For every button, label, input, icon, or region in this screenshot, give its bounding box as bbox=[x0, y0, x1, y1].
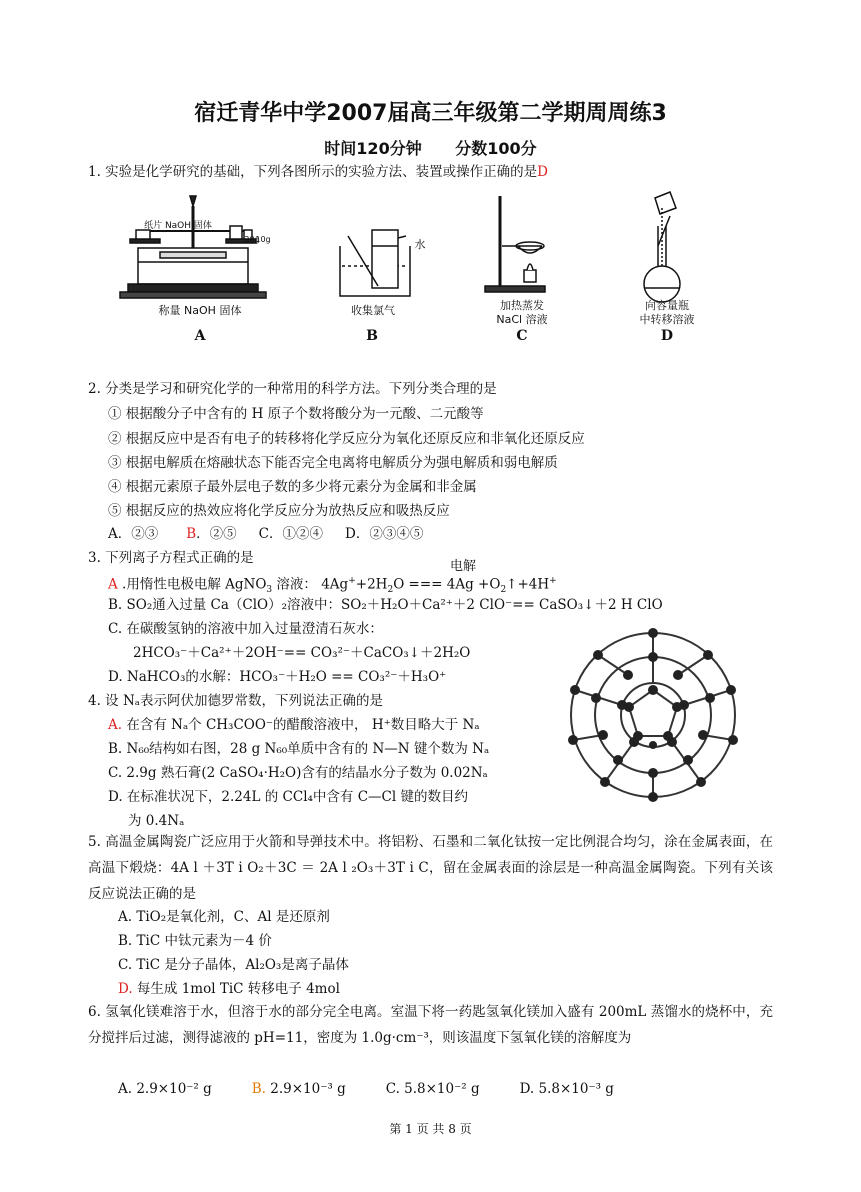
gas-collection-figure bbox=[340, 230, 410, 296]
q5-opt-d-text: 每生成 1mol TiC 转移电子 4mol bbox=[132, 981, 340, 997]
q4-opt-a bbox=[108, 716, 480, 734]
q3-stem: 3. 下列离子方程式正确的是 bbox=[88, 550, 254, 566]
q2-item-2: ② 根据反应中是否有电子的转移将化学反应分为氧化还原反应和非氧化还原反应 bbox=[108, 431, 585, 447]
q2-opt-d: D．②③④⑤ bbox=[345, 526, 424, 542]
q1-stem-text: 1. 实验是化学研究的基础，下列各图所示的实验方法、装置或操作正确的是 bbox=[88, 164, 538, 180]
fullerene-structure-figure bbox=[558, 620, 748, 810]
q2-opt-b: ．②⑤ bbox=[196, 526, 237, 542]
q4-opt-a-text: 在含有 Nₐ个 CH₃COO⁻的醋酸溶液中， H⁺数目略大于 Nₐ bbox=[122, 717, 480, 733]
q2-item-1: ① 根据酸分子中含有的 H 原子个数将酸分为一元酸、二元酸等 bbox=[108, 406, 484, 422]
q4-opt-a-letter: A. bbox=[108, 717, 123, 733]
fig-c-caption2: NaCl 溶液 bbox=[496, 313, 548, 326]
fig-letter-c: C bbox=[516, 328, 528, 344]
q5-opt-b: B. TiC 中钛元素为－4 价 bbox=[118, 933, 272, 949]
page-title: 宿迁青华中学2007届高三年级第二学期周周练3 bbox=[194, 101, 667, 126]
q3-opt-b: B. SO₂通入过量 Ca（ClO）₂溶液中：SO₂＋H₂O＋Ca²⁺＋2 ClO⁻== CaSO₃↓＋2 H ClO bbox=[108, 597, 663, 613]
balance-figure bbox=[120, 196, 266, 298]
q3-electrolysis-label: 电解 bbox=[450, 559, 477, 574]
q5-opt-a: A. TiO₂是氧化剂，C、Al 是还原剂 bbox=[118, 909, 330, 925]
exam-time: 时间120分钟 bbox=[324, 139, 422, 158]
q2-opt-c: C．①②④ bbox=[258, 526, 324, 542]
q2-item-3: ③ 根据电解质在熔融状态下能否完全电离将电解质分为强电解质和弱电解质 bbox=[108, 455, 558, 471]
fig-a-weight2: 10g bbox=[255, 235, 271, 244]
fig-letter-b: B bbox=[366, 328, 378, 344]
fig-letter-d: D bbox=[660, 328, 674, 344]
q2-opt-a: A．②③ bbox=[108, 526, 159, 542]
q2-stem: 2. 分类是学习和研究化学的一种常用的科学方法。下列分类合理的是 bbox=[88, 381, 497, 397]
page-subtitle bbox=[0, 136, 861, 159]
q6-opt-c: C. 5.8×10⁻² g bbox=[385, 1081, 480, 1097]
q6-options bbox=[118, 1080, 614, 1098]
fig-b-water-label: 水 bbox=[414, 238, 426, 251]
fig-letter-a: A bbox=[194, 328, 206, 344]
q3-opt-a-letter: A bbox=[108, 576, 118, 593]
q4-opt-b: B. N₆₀结构如右图，28 g N₆₀单质中含有的 N—N 键个数为 Nₐ bbox=[108, 741, 490, 757]
fig-a-top-label: 纸片 NaOH 固体 bbox=[144, 221, 212, 231]
fig-d-caption2: 中转移溶液 bbox=[639, 313, 695, 326]
fig-a-caption: 称量 NaOH 固体 bbox=[158, 304, 242, 317]
fig-b-caption: 收集氯气 bbox=[351, 304, 395, 317]
q1-answer: D bbox=[537, 164, 548, 180]
q2-item-4: ④ 根据元素原子最外层电子数的多少将元素分为金属和非金属 bbox=[108, 479, 477, 495]
q2-opt-b-letter: B bbox=[186, 526, 197, 542]
q1-stem bbox=[88, 163, 548, 181]
q6-opt-d: D. 5.8×10⁻³ g bbox=[519, 1081, 614, 1097]
q3-opt-d: D. NaHCO₃的水解：HCO₃⁻＋H₂O == CO₃²⁻＋H₃O⁺ bbox=[108, 669, 447, 685]
fig-c-caption1: 加热蒸发 bbox=[500, 299, 544, 312]
page-footer: 第 1 页 共 8 页 bbox=[389, 1122, 472, 1136]
q6-opt-a: A. 2.9×10⁻² g bbox=[118, 1081, 212, 1097]
fig-a-weight1: 20g bbox=[244, 235, 260, 244]
q5-opt-d bbox=[118, 980, 340, 998]
q4-stem: 4. 设 Nₐ表示阿伏加德罗常数，下列说法正确的是 bbox=[88, 693, 383, 709]
q2-options bbox=[108, 525, 423, 543]
evaporation-figure bbox=[485, 196, 545, 292]
q6-paragraph: 6. 氢氧化镁难溶于水，但溶于水的部分完全电离。室温下将一药匙氢氧化镁加入盛有 200mL 蒸馏水的烧杯中，充分搅拌后过滤，测得滤液的 pH=11，密度为 1.0g·cm⁻³，则该温度下氢氧化镁的溶解度为 bbox=[88, 1004, 773, 1046]
q3-opt-c-line1: C. 在碳酸氢钠的溶液中加入过量澄清石灰水： bbox=[108, 621, 383, 637]
q4-opt-d-line2: 为 0.4Nₐ bbox=[128, 813, 185, 829]
q4-opt-d-line1: D. 在标准状况下，2.24L 的 CCl₄中含有 C—Cl 键的数目约 bbox=[108, 789, 468, 805]
exam-score: 分数100分 bbox=[455, 139, 537, 158]
q3-opt-c-line2: 2HCO₃⁻＋Ca²⁺＋2OH⁻== CO₃²⁻＋CaCO₃↓＋2H₂O bbox=[133, 645, 471, 661]
q6-opt-b-letter: B. bbox=[251, 1081, 266, 1097]
volumetric-flask-figure bbox=[644, 192, 680, 302]
q3-opt-a: A .用惰性电极电解 AgNO$_3$ 溶液： $4Ag^++2H_2O$ === $4Ag +O_2↑+4H^+$ bbox=[108, 576, 557, 596]
q5-opt-d-letter: D. bbox=[118, 981, 133, 997]
q2-item-5: ⑤ 根据反应的热效应将化学反应分为放热反应和吸热反应 bbox=[108, 503, 450, 519]
fig-d-caption1: 向容量瓶 bbox=[645, 299, 689, 312]
q5-opt-c: C. TiC 是分子晶体，Al₂O₃是离子晶体 bbox=[118, 957, 349, 973]
q5-paragraph: 5. 高温金属陶瓷广泛应用于火箭和导弹技术中。将铝粉、石墨和二氧化钛按一定比例混合均匀，涂在金属表面，在高温下煅烧：4A l ＋3T i O₂＋3C ＝ 2A l ₂O₃＋3T i C，留在金属表面的涂层是一种高温金属陶瓷。下列有关该反应说法正确的是 bbox=[88, 834, 773, 902]
q6-opt-b: 2.9×10⁻³ g bbox=[265, 1081, 346, 1097]
q4-opt-c: C. 2.9g 熟石膏(2 CaSO₄·H₂O)含有的结晶水分子数为 0.02Nₐ bbox=[108, 765, 488, 781]
